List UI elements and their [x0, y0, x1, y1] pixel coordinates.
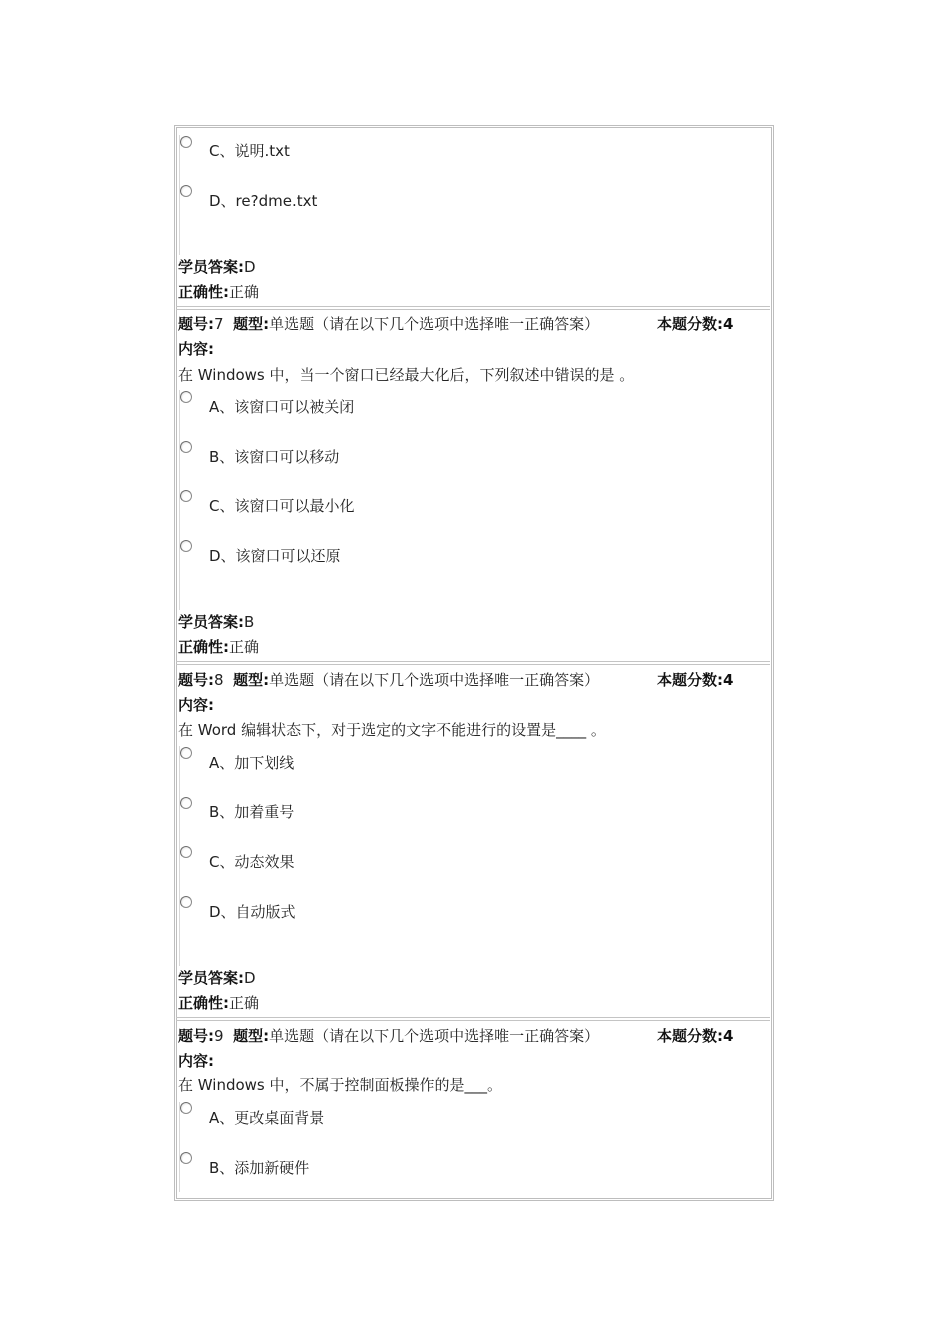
- option-area-guide: [179, 135, 180, 255]
- correctness: 正确性:正确: [178, 283, 260, 301]
- question-score: 本题分数:4: [657, 671, 734, 689]
- correctness: 正确性:正确: [178, 638, 260, 656]
- option-radio-b[interactable]: [180, 797, 192, 809]
- option-radio-b[interactable]: [180, 1152, 192, 1164]
- content-label: 内容:: [178, 340, 214, 358]
- question-header: 题号:9 题型:单选题（请在以下几个选项中选择唯一正确答案）: [178, 1027, 600, 1045]
- option-label: A、加下划线: [209, 754, 295, 772]
- question-separator: [176, 306, 770, 310]
- option-radio-c[interactable]: [180, 136, 192, 148]
- student-answer: 学员答案:D: [178, 969, 256, 987]
- option-area-guide: [179, 746, 180, 966]
- student-answer: 学员答案:B: [178, 613, 255, 631]
- option-label: A、该窗口可以被关闭: [209, 398, 355, 416]
- option-area-guide: [179, 1102, 180, 1192]
- option-radio-c[interactable]: [180, 846, 192, 858]
- question-separator: [176, 661, 770, 665]
- option-label: C、动态效果: [209, 853, 295, 871]
- option-radio-d[interactable]: [180, 540, 192, 552]
- option-label: B、添加新硬件: [209, 1159, 310, 1177]
- option-label: A、更改桌面背景: [209, 1109, 325, 1127]
- option-radio-a[interactable]: [180, 1102, 192, 1114]
- option-area-guide: [179, 390, 180, 610]
- option-label: D、自动版式: [209, 903, 296, 921]
- option-label: C、该窗口可以最小化: [209, 497, 355, 515]
- correctness: 正确性:正确: [178, 994, 260, 1012]
- question-text: 在 Windows 中，不属于控制面板操作的是___。: [178, 1076, 502, 1094]
- option-radio-c[interactable]: [180, 490, 192, 502]
- question-score: 本题分数:4: [657, 315, 734, 333]
- question-text: 在 Windows 中，当一个窗口已经最大化后，下列叙述中错误的是 。: [178, 366, 635, 384]
- option-label: D、该窗口可以还原: [209, 547, 341, 565]
- content-label: 内容:: [178, 696, 214, 714]
- content-label: 内容:: [178, 1052, 214, 1070]
- option-label: B、加着重号: [209, 803, 295, 821]
- option-label: B、该窗口可以移动: [209, 448, 340, 466]
- option-label: D、re?dme.txt: [209, 192, 318, 210]
- option-radio-a[interactable]: [180, 391, 192, 403]
- option-radio-a[interactable]: [180, 747, 192, 759]
- student-answer: 学员答案:D: [178, 258, 256, 276]
- option-radio-d[interactable]: [180, 185, 192, 197]
- question-separator: [176, 1017, 770, 1021]
- question-score: 本题分数:4: [657, 1027, 734, 1045]
- question-header: 题号:7 题型:单选题（请在以下几个选项中选择唯一正确答案）: [178, 315, 600, 333]
- option-label: C、说明.txt: [209, 142, 290, 160]
- option-radio-b[interactable]: [180, 441, 192, 453]
- option-radio-d[interactable]: [180, 896, 192, 908]
- question-text: 在 Word 编辑状态下，对于选定的文字不能进行的设置是____ 。: [178, 721, 606, 739]
- question-header: 题号:8 题型:单选题（请在以下几个选项中选择唯一正确答案）: [178, 671, 600, 689]
